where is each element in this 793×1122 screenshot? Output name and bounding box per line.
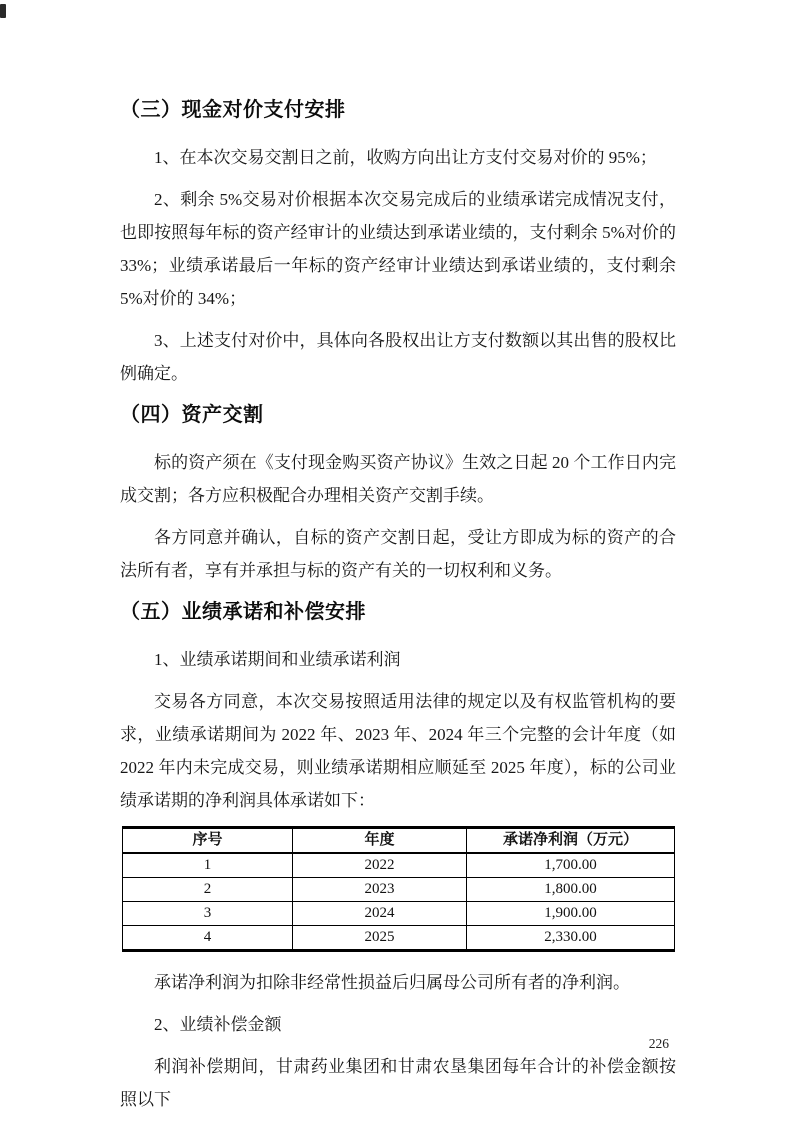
paragraph: 标的资产须在《支付现金购买资产协议》生效之日起 20 个工作日内完成交割；各方应积极配合办理相关资产交割手续。 bbox=[120, 453, 676, 505]
cell-index: 3 bbox=[123, 902, 293, 926]
paragraph: 交易各方同意，本次交易按照适用法律的规定以及有权监管机构的要求，业绩承诺期间为 2022 年、2023 年、2024 年三个完整的会计年度（如 2022 年内未完成交易，则业绩承诺期相应顺延至 2025 年度），标的公司业绩承诺期的净利润具体承诺如下： bbox=[120, 692, 676, 810]
cell-profit: 2,330.00 bbox=[467, 926, 675, 951]
cell-index: 1 bbox=[123, 853, 293, 878]
page-content bbox=[120, 97, 676, 1122]
paragraph: 2、剩余 5%交易对价根据本次交易完成后的业绩承诺完成情况支付，也即按照每年标的资产经审计的业绩达到承诺业绩的，支付剩余 5%对价的 33%；业绩承诺最后一年标的资产经审计业绩达到承诺业绩的，支付剩余 5%对价的 34%； bbox=[120, 190, 676, 308]
cell-year: 2023 bbox=[293, 878, 467, 902]
profit-commitment-table bbox=[122, 826, 675, 952]
cell-index: 4 bbox=[123, 926, 293, 951]
table-row bbox=[123, 853, 675, 878]
section-heading: （三）现金对价支付安排 bbox=[120, 99, 346, 121]
table-row bbox=[123, 926, 675, 951]
paragraph: 3、上述支付对价中，具体向各股权出让方支付数额以其出售的股权比例确定。 bbox=[120, 331, 676, 383]
section-heading: （五）业绩承诺和补偿安排 bbox=[120, 601, 366, 623]
col-header-index: 序号 bbox=[123, 828, 293, 854]
cell-year: 2025 bbox=[293, 926, 467, 951]
paragraph: 2、业绩补偿金额 bbox=[154, 1015, 282, 1034]
cell-profit: 1,700.00 bbox=[467, 853, 675, 878]
cell-year: 2024 bbox=[293, 902, 467, 926]
col-header-year: 年度 bbox=[293, 828, 467, 854]
section-performance-commitment bbox=[120, 599, 676, 1116]
cell-profit: 1,900.00 bbox=[467, 902, 675, 926]
cell-index: 2 bbox=[123, 878, 293, 902]
paragraph: 1、业绩承诺期间和业绩承诺利润 bbox=[154, 650, 401, 669]
table-row bbox=[123, 878, 675, 902]
scan-artifact bbox=[0, 4, 6, 18]
paragraph: 各方同意并确认，自标的资产交割日起，受让方即成为标的资产的合法所有者，享有并承担与标的资产有关的一切权利和义务。 bbox=[120, 528, 676, 580]
section-asset-delivery bbox=[120, 402, 676, 587]
paragraph: 1、在本次交易交割日之前，收购方向出让方支付交易对价的 95%； bbox=[154, 148, 657, 167]
paragraph: 利润补偿期间，甘肃药业集团和甘肃农垦集团每年合计的补偿金额按照以下 bbox=[120, 1057, 676, 1109]
cell-profit: 1,800.00 bbox=[467, 878, 675, 902]
section-heading: （四）资产交割 bbox=[120, 404, 264, 426]
paragraph: 承诺净利润为扣除非经常性损益后归属母公司所有者的净利润。 bbox=[154, 973, 630, 992]
section-cash-payment-arrangement bbox=[120, 97, 676, 390]
cell-year: 2022 bbox=[293, 853, 467, 878]
table-row bbox=[123, 902, 675, 926]
page-number: 226 bbox=[648, 1036, 669, 1051]
table-header-row bbox=[123, 828, 675, 854]
col-header-committed-profit: 承诺净利润（万元） bbox=[467, 828, 675, 854]
